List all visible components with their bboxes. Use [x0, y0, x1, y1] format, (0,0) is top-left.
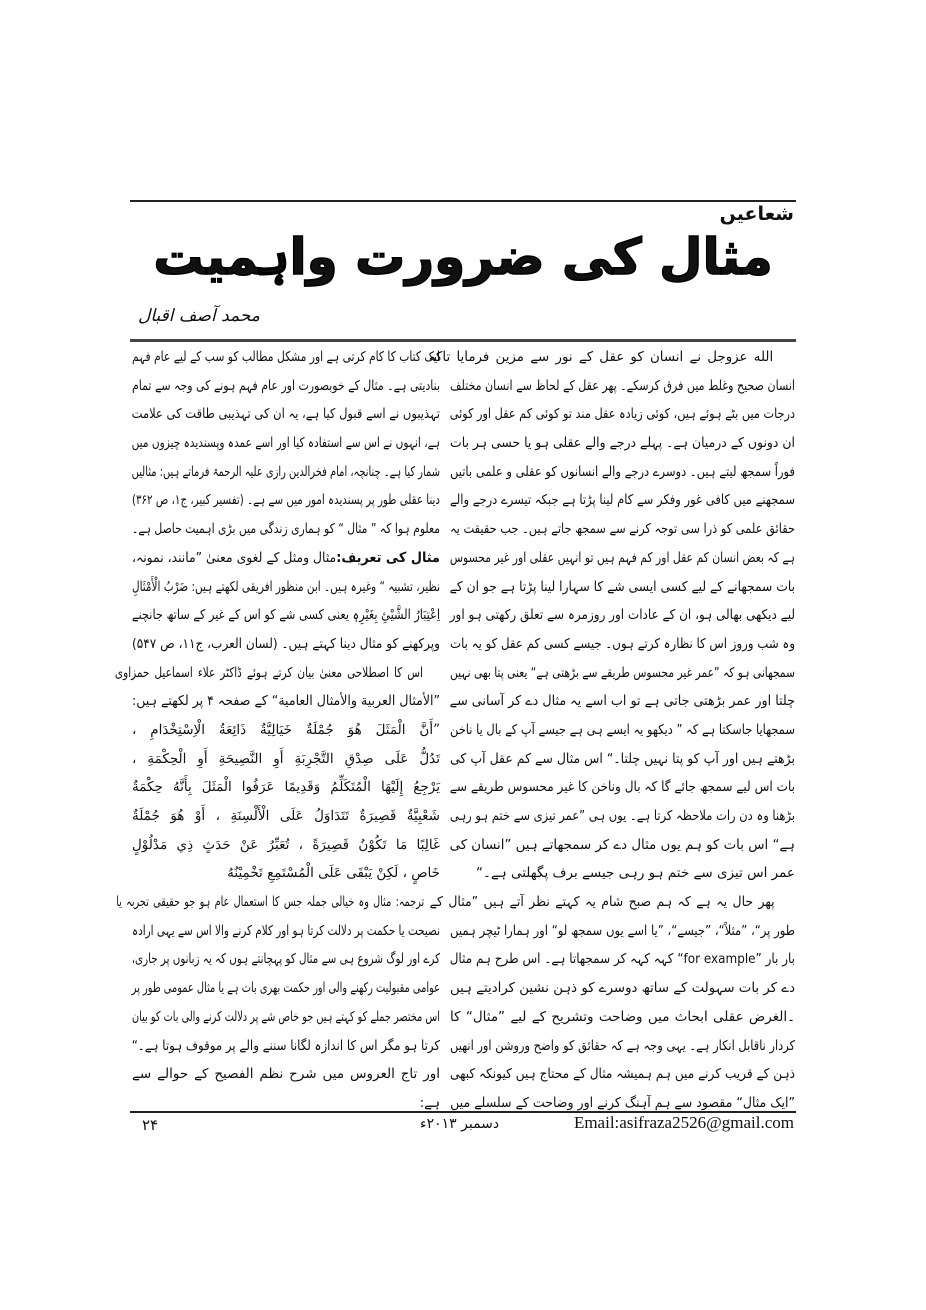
text-line: ”الأمثال العربية والأمثال العامية“ کے صفحہ ۴ پر لکھتے ہیں:	[132, 693, 440, 710]
text-line: يَرْجِعُ إِلَيْهَا الْمُتَكَلِّمُ وَقَدِيمًا عَرَفُوا الْمَثَلَ بِأَنَّهُ حِكْمَةٌ	[132, 779, 440, 796]
text-line: چلتا اور عمر بڑھتی جاتی ہے تو اب اسے یہ مثال دے کر آسانی سے	[449, 693, 795, 710]
text-line: لیے دیکھی بھالی ہو، ان کے عادات اور روزمرہ سے تعلق رکھتی ہو اور	[449, 607, 795, 624]
article-title: مثال کی ضرورت واہمیت	[153, 228, 773, 286]
text-line: بڑھتے ہیں اور آپ کو پتا نہیں چلتا۔“ اس مثال سے کم عقل آپ کی	[450, 750, 795, 767]
text-line: دے کر بات سہولت کے ساتھ دوسرے کو ذہن نشین کرادیتے ہیں	[450, 980, 795, 997]
text-line: ہے کہ بعض انسان کم عقل اور کم فہم ہیں تو انہیں عقلی اور غیر محسوس	[449, 549, 795, 566]
text-line: درجات میں بٹے ہوئے ہیں، کوئی زیادہ عقل مند تو کوئی کم عقل اور کوئی	[449, 406, 795, 423]
text-line: سمجھانی ہو کہ ”عمر غیر محسوس طریقے سے بڑھتی ہے“ یعنی پتا بھی نہیں	[450, 664, 795, 681]
text-line: بار بار ”for example“ کہہ کہہ کر سمجھاتا ہے۔ اس طرح ہم مثال	[449, 951, 795, 968]
text-line: کرتا ہو مگر اس کا اندازہ لگانا سننے والے پر موقوف ہوتا ہے۔“	[131, 1037, 440, 1054]
text-line: انسان صحیح وغلط میں فرق کرسکے۔ پھر عقل کے لحاظ سے انسان مختلف	[450, 377, 795, 394]
text-line: الله عزوجل نے انسان کو عقل کے نور سے مزین فرمایا تاکہ	[428, 349, 774, 365]
text-line: وہ شب وروز اس کا نظارہ کرتے ہوں۔ جیسے کسی کم عقل کو یہ بات	[450, 635, 795, 652]
top-divider	[130, 200, 796, 202]
text-line: بڑھنا وہ دن رات ملاحظہ کرتا ہے۔ یوں ہی ”عمر تیزی سے ختم ہو رہی	[449, 808, 795, 824]
article-column-right	[428, 343, 795, 1118]
text-line: شمار کیا ہے۔ چنانچہ، امام فخرالدین رازی علیہ الرحمۃ فرماتے ہیں: مثالیں	[131, 463, 440, 480]
text-line: سمجھایا جاسکتا ہے کہ ” دیکھو یہ ایسے ہی ہے جیسے آپ کے بال یا ناخن	[450, 721, 795, 738]
text-line: اور تاج العروس میں شرح نظم الفصیح کے حوالے سے	[132, 1066, 440, 1083]
header-divider	[130, 339, 796, 342]
text-line: طور پر“، ”مثلاً“، ”جیسے“، ”یا اسے یوں سمجھ لو“ اور ہمارا ٹیچر ہمیں	[450, 922, 795, 939]
text-line: تہذیبوں نے اسے قبول کیا ہے، یہ ان کی تہذیبی طاقت کی علامت	[131, 406, 441, 423]
text-line: ہے:	[419, 1094, 440, 1111]
text-line: ہے، انہوں نے اس سے استفادہ کیا اور اسے عمدہ وپسندیدہ چیزوں میں	[131, 435, 440, 452]
text-line: تَدُلُّ عَلَى صِدْقِ التَّجْرِبَةِ أَوِ النَّصِيحَةِ أَوِ الْحِكْمَةِ ،	[132, 750, 440, 767]
definition-heading: مثال کی تعریف:	[336, 549, 440, 566]
text-line: ان دونوں کے درمیان ہے۔ پہلے درجے والے عقلی ہو یا حسی ہر بات	[450, 435, 795, 452]
text-line: دینا عقلی طور پر پسندیدہ امور میں سے ہے۔ (تفسیر کبیر، ج۱، ص ۳۶۲)	[131, 492, 440, 509]
text-line: ایک کتاب کا کام کرتی ہے اور مشکل مطالب کو سب کے لیے عام فہم	[132, 349, 440, 365]
text-line: پھر حال یہ ہے کہ ہم صبح شام یہ کہتے نظر آتے ہیں ”مثال کے	[429, 894, 775, 911]
author-email: Email:asifraza2526@gmail.com	[573, 1113, 794, 1132]
text-line	[132, 544, 440, 573]
article-column-left	[114, 343, 441, 1118]
text-line: کرے اور لوگ شروع ہی سے مثال کو پہچانتے ہوں کہ یہ زبانوں پر جاری،	[131, 951, 440, 968]
author-name: محمد آصف اقبال	[138, 306, 260, 326]
issue-date: دسمبر ۲۰۱۳ء	[420, 1116, 500, 1132]
section-name: شعاعیں	[719, 203, 794, 225]
text-line: اِعْتِبَارُ الشَّيْئِ بِغَيْرِهٖ یعنی کسی شے کو اس کے غیر کے ساتھ جانچنے	[131, 607, 440, 624]
text-line: حقائق علمی کو ذرا سی توجہ کرنے سے سمجھ جاتے ہیں۔ جب حقیقت یہ	[450, 521, 795, 538]
text-line: شَعْبِيَّةٌ قَصِيرَةٌ تَتَدَاوَلُ عَلَى الْأَلْسِنَةِ ، أَوْ هُوَ جُمْلَةٌ	[132, 808, 440, 824]
text-line: اس کا اصطلاحی معنیٰ بیان کرتے ہوئے ڈاکٹر علاء اسماعیل حمزاوی	[114, 664, 423, 681]
text-line: بنادیتی ہے۔ مثال کے خوبصورت اور عام فہم ہونے کی وجہ سے تمام	[132, 377, 440, 394]
text-line: ۔الغرض عقلی ابحاث میں وضاحت وتشریح کے لیے ”مثال“ کا	[450, 1008, 795, 1025]
text-line: بات اس لیے سمجھ جائے گا کہ بال وناخن کا غیر محسوس طریقے سے	[449, 779, 795, 796]
text-line: خَاصٍ ، لَكِنْ يَبْقَى عَلَى الْمُسْتَمِعِ تَخْمِيْنُهُ	[227, 865, 440, 882]
text-line: وپرکھنے کو مثال دینا کہتے ہیں۔ (لسان العرب، ج۱۱، ص ۵۴۷)	[132, 635, 441, 652]
text-line: نصیحت یا حکمت پر دلالت کرتا ہو اور کلام کرنے والا اس سے یہی ارادہ	[132, 922, 440, 939]
text-line: ذہن کے قریب کرنے میں ہم ہمیشہ مثال کے محتاج ہیں کیونکہ کبھی	[450, 1066, 795, 1083]
text-line: ہے“ اس بات کو ہم یوں مثال دے کر سمجھاتے ہیں ”انسان کی	[449, 836, 795, 853]
text-line: عمر اس تیزی سے ختم ہو رہی جیسے برف پگھلتی ہے۔“	[475, 865, 795, 882]
definition-text: مثال ومثل کے لغوی معنیٰ ”مانند، نمونہ،	[131, 549, 337, 566]
text-line: اس مختصر جملے کو کہتے ہیں جو خاص شے پر دلالت کرنے والی بات کو بیان	[132, 1008, 440, 1025]
text-line: عوامی مقبولیت رکھنے والی اور حکمت بھری بات ہے یا مثال عمومی طور پر	[131, 980, 440, 997]
text-line: غَالِبًا مَا تَكُوْنُ قَصِيرَةً ، تُعَبِّرُ عَنْ حَدَثٍ ذِي مَدْلُوْلٍ	[132, 836, 440, 853]
page-number: ۲۴	[142, 1116, 159, 1134]
text-line: بات سمجھانے کے لیے کسی ایسی شے کا سہارا لینا پڑتا ہے جو ان کے	[449, 578, 795, 595]
text-line: کردار ناقابل انکار ہے۔ یہی وجہ ہے کہ حقائق کو واضح وروشن اور انھیں	[450, 1037, 795, 1054]
text-line: فوراً سمجھ لیتے ہیں۔ دوسرے درجے والے انسانوں کو عقلی و علمی باتیں	[450, 463, 795, 480]
text-line: نظیر، تشبیہ “ وغیرہ ہیں۔ ابن منظور افریقی لکھتے ہیں: ضَرْبُ الْأَمْثَالِ	[132, 578, 440, 595]
text-line: ”أَنَّ الْمَثَلَ هُوَ جُمْلَةٌ خَيَالِيَّةٌ ذَائِعَةُ الْاِسْتِخْدَامِ ،	[132, 721, 440, 738]
text-line: معلوم ہوا کہ ” مثال “ کو ہماری زندگی میں بڑی اہمیت حاصل ہے۔	[132, 521, 440, 538]
text-line: ترجمہ: مثال وہ خیالی جملہ جس کا استعمال عام ہو جو حقیقی تجربہ یا	[116, 894, 425, 911]
text-line: ”ایک مثال“ مقصود سے ہم آہنگ کرنے اور وضاحت کے سلسلے میں	[450, 1094, 795, 1111]
text-line: سمجھنے میں کافی غور وفکر سے کام لینا پڑتا ہے جبکہ تیسرے درجے والے	[450, 492, 795, 509]
